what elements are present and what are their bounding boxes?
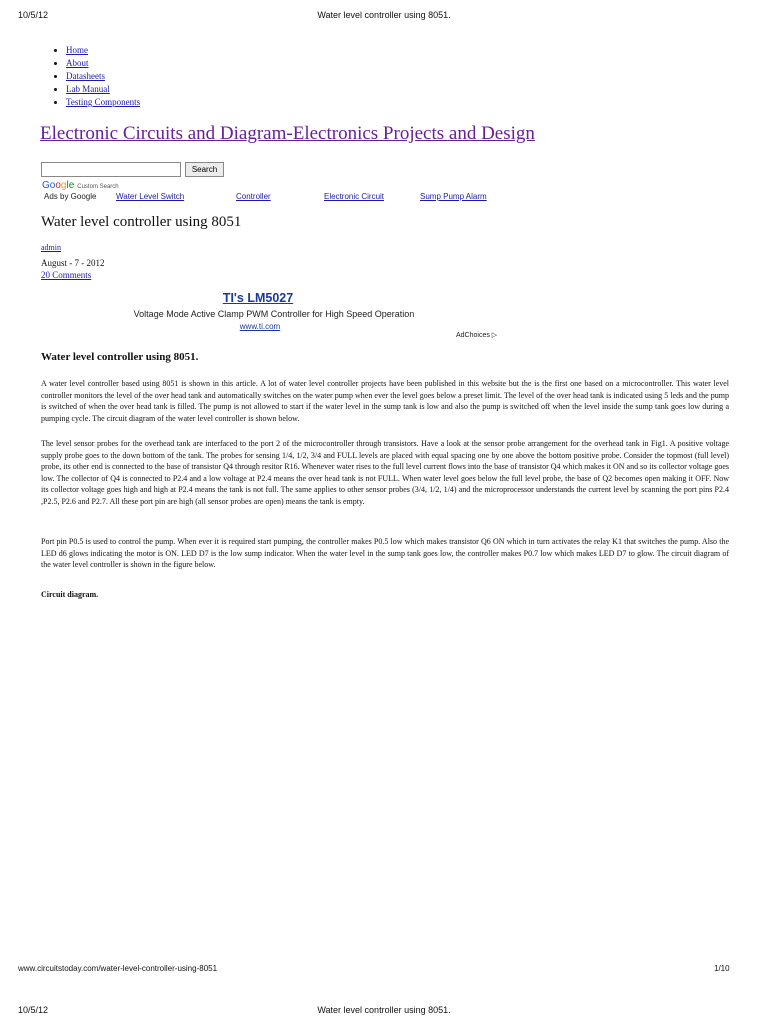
google-logo-part: o — [55, 180, 61, 191]
print-date: 10/5/12 — [18, 1005, 49, 1015]
nav-item-testing-components — [66, 96, 140, 109]
nav-item-about — [66, 57, 140, 70]
adchoices-link[interactable]: AdChoices ▷ — [456, 332, 498, 339]
print-header — [0, 10, 768, 24]
google-logo-part: Go — [42, 180, 56, 191]
google-logo-part: le — [66, 180, 75, 191]
nav-item-lab-manual — [66, 83, 140, 96]
comments-link[interactable]: 20 Comments — [41, 270, 92, 280]
ad-link-electronic-circuit[interactable]: Electronic Circuit — [324, 192, 385, 201]
nav-link-home[interactable]: Home — [66, 45, 88, 55]
print-footer-url: www.circuitstoday.com/water-level-controller-using-8051 — [18, 964, 218, 973]
ad-link-water-level-switch[interactable]: Water Level Switch — [116, 192, 185, 201]
custom-search-label: Custom Search — [77, 184, 119, 190]
ad-link-controller[interactable]: Controller — [236, 192, 271, 201]
print-page-number: 1/10 — [714, 964, 730, 973]
nav-item-home — [66, 44, 140, 57]
nav-item-datasheets — [66, 70, 140, 83]
print-date: 10/5/12 — [18, 10, 49, 20]
ad-link-sump-pump-alarm[interactable]: Sump Pump Alarm — [420, 192, 487, 201]
print-title: Water level controller using 8051. — [317, 1005, 451, 1015]
article-paragraph-2: The level sensor probes for the overhead tank are interfaced to the port 2 of the microcontroller through transistors. Have a look at the sensor probe arrangement for the overhead tank in Fig1. A positive voltage supply probe goes to the down bottom of the tank. The probes for sensing 1/4, 1/2, 3/4 and FULL levels are placed with equal spacing one by one above the bottom positive probe. Consider the topmost (full level) probe, its other end is connected to the base of transistor Q4 through resitor R16. Whenever water rises to the full level current flows into the base of transistor Q4 which makes it ON and so its collector voltage goes low. The collector of Q4 is connected to P2.4 and a low voltage at P2.4 means the over head tank is not FULL. When water level goes below the full level probe, the base of Q2 becomes open making it OFF. Now its collector voltage goes high and high at P2.4 means the tank is not full. The same applies to other sensor probes (3/4, 1/2, 1/4) and the microprocessor understands the current level by scanning the port pins P2.4 ,P2.5, P2.6 and P2.7. All these port pin are high (all sensor probes are open) means the tank is empty. — [41, 439, 729, 506]
search-input[interactable] — [41, 162, 181, 177]
nav-link-datasheets[interactable]: Datasheets — [66, 71, 105, 81]
circuit-diagram-heading: Circuit diagram. — [41, 590, 99, 599]
post-title: Water level controller using 8051 — [41, 214, 242, 230]
article-heading: Water level controller using 8051. — [41, 351, 199, 363]
main-nav — [50, 44, 140, 109]
ad-headline[interactable]: TI's LM5027 — [222, 291, 294, 305]
ad-url[interactable]: www.ti.com — [239, 322, 281, 331]
ads-by-google-label[interactable]: Ads by Google — [44, 192, 97, 201]
article-paragraph-3: Port pin P0.5 is used to control the pump. When ever it is required start pumping, the controller makes P0.5 low which makes transistor Q6 ON which in turn activates the relay K1 that switches the pump. Also the LED d6 glows indicating the motor is ON. LED D7 is the low sump indicator. When the water level in the sump tank goes low, the controller makes P0.7 low which makes LED D7 to glow. The circuit diagram of the water level controller is shown in the figure below. — [41, 537, 729, 569]
nav-link-testing-components[interactable]: Testing Components — [66, 97, 141, 107]
post-date: August - 7 - 2012 — [41, 258, 105, 268]
article-paragraph-1: A water level controller based using 8051 is shown in this article. A lot of water level controller projects have been published in this website but the is the first one based on a microcontroller. This water level controller monitors the level of the over head tank and automatically switches on the water pump when ever the level goes below a preset limit. The level of the over head tank is indicated using 5 leds and the pump is switched of when the over head tank is filled. The pump is not allowed to start if the water level in the sump tank is low and also the pump is switched off when the level inside the sump tank goes low during a pumping cycle. The circuit diagram of the water level controller is shown below. — [41, 379, 729, 423]
google-logo-part: g — [60, 180, 67, 191]
nav-link-lab-manual[interactable]: Lab Manual — [66, 84, 110, 94]
print-title: Water level controller using 8051. — [317, 10, 451, 20]
google-custom-search-logo — [42, 180, 119, 191]
ad-description: Voltage Mode Active Clamp PWM Controller for High Speed Operation — [133, 309, 415, 319]
post-author-link[interactable]: admin — [41, 243, 61, 252]
search-button[interactable]: Search — [185, 162, 224, 177]
nav-link-about[interactable]: About — [66, 58, 89, 68]
site-title-link[interactable]: Electronic Circuits and Diagram-Electronics Projects and Design — [40, 123, 535, 144]
ads-link-bar — [44, 192, 487, 201]
